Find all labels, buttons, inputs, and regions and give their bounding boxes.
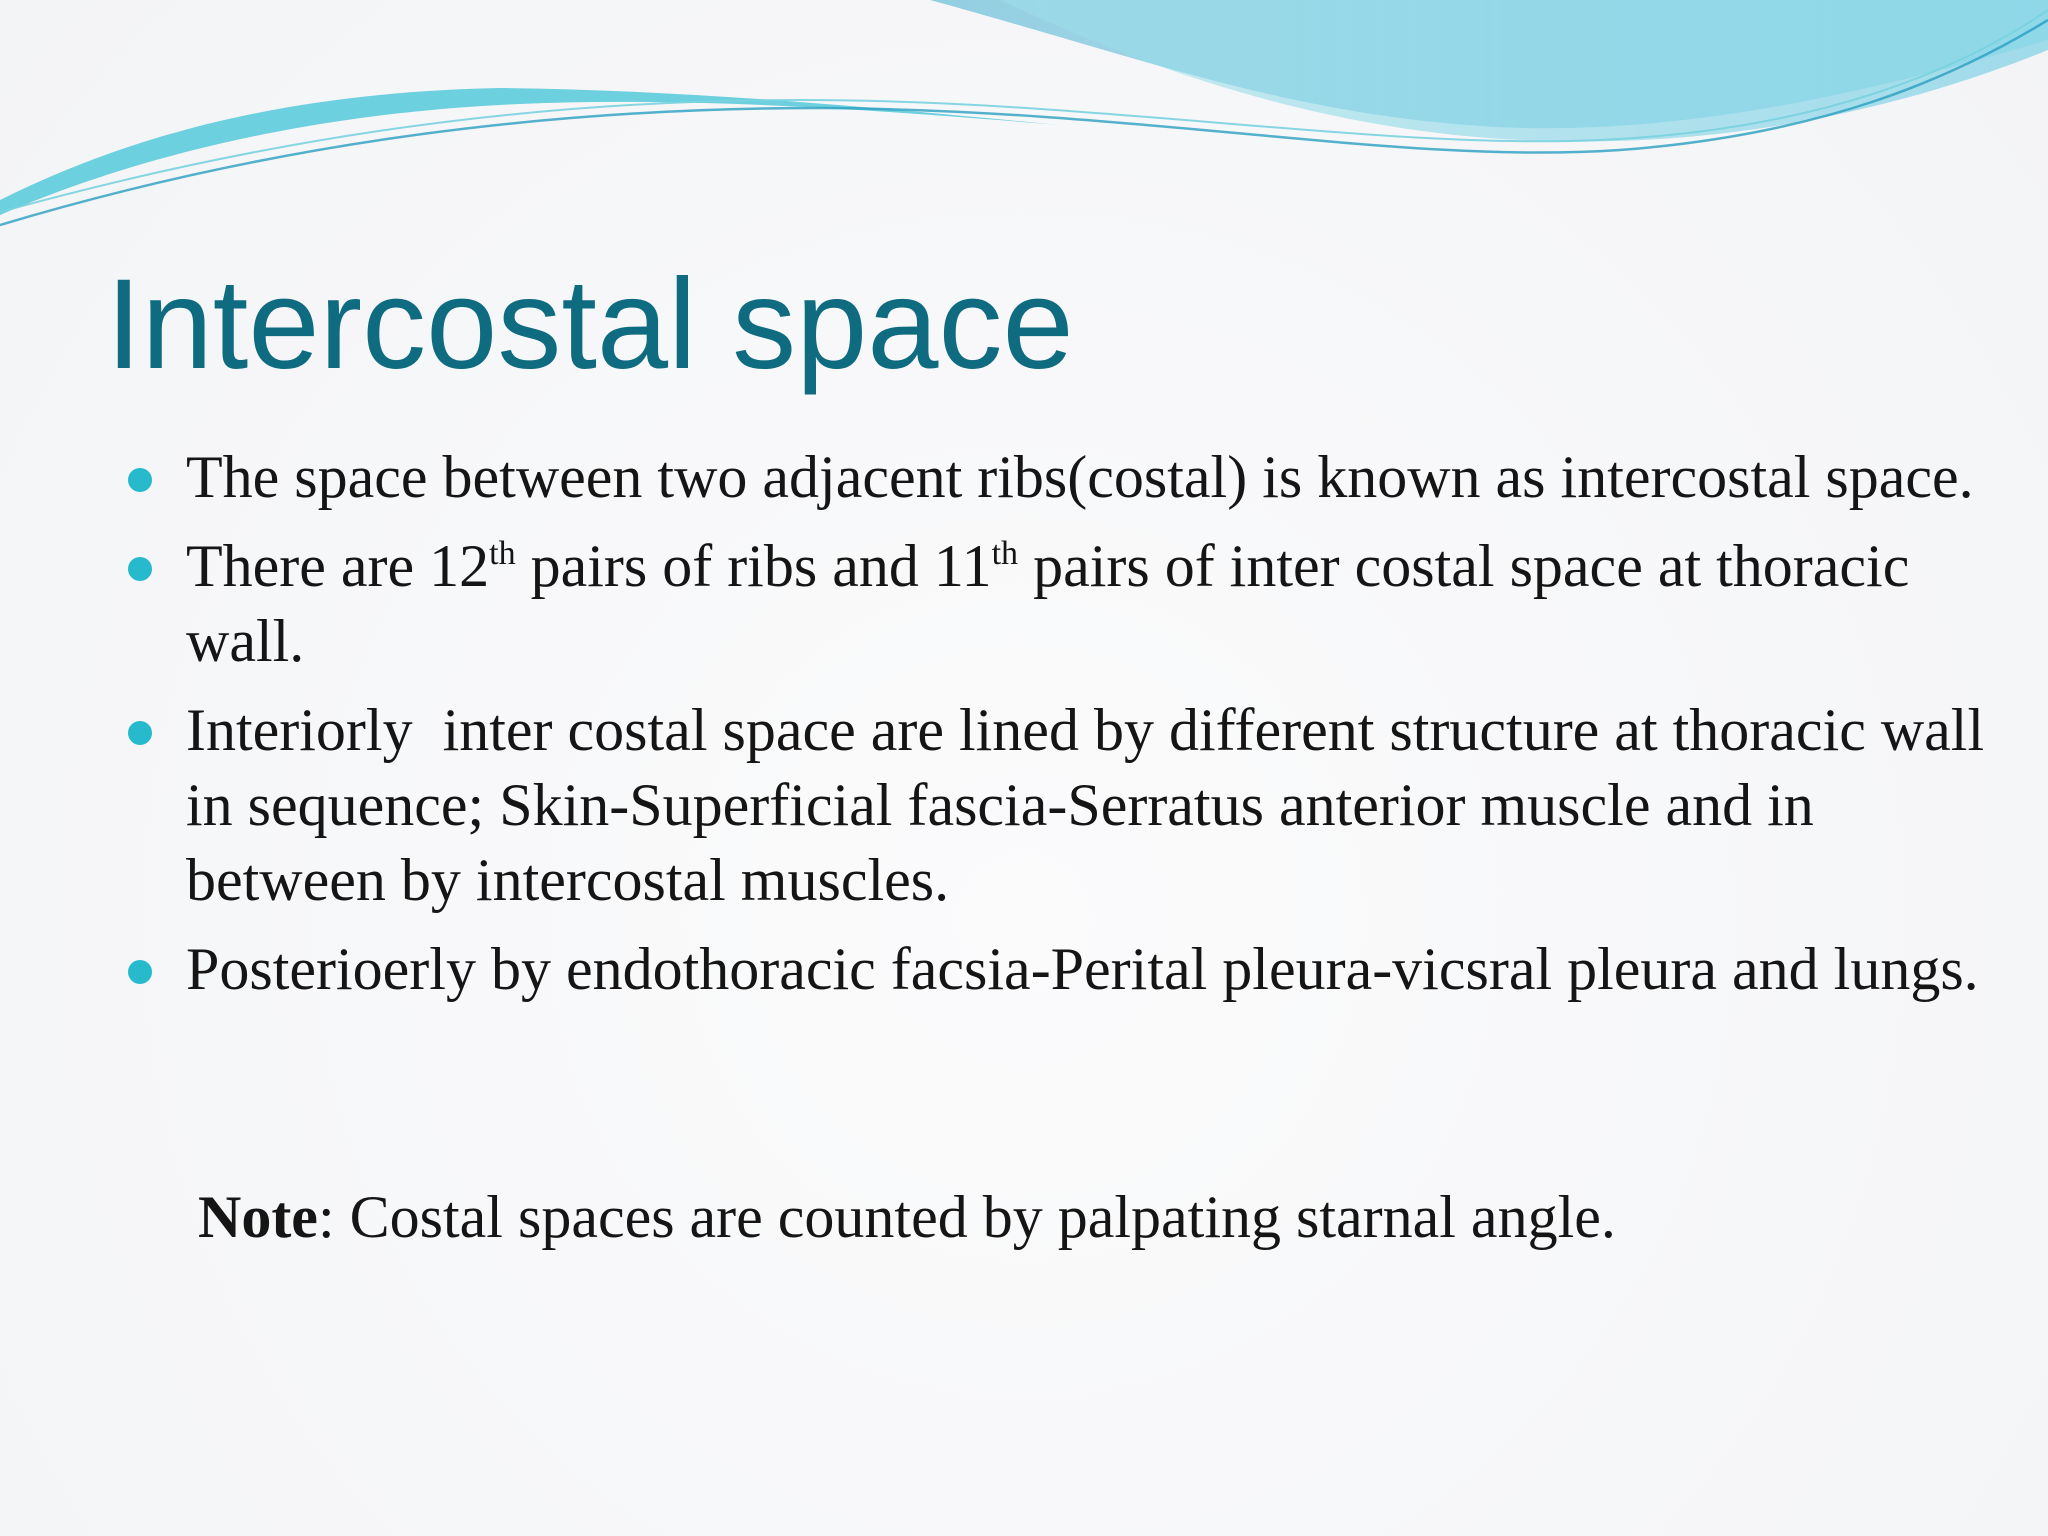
ordinal-suffix: th — [489, 535, 516, 572]
bullet-icon — [128, 468, 152, 492]
bullet-icon — [128, 721, 152, 745]
bullet-text-part-2: pairs of ribs and 11 — [515, 533, 992, 599]
bullet-item-4 — [128, 932, 1988, 1007]
bullet-text: The space between two adjacent ribs(costal) is known as intercostal space. — [186, 444, 1974, 510]
bullet-list — [128, 440, 2000, 1021]
note-text: : Costal spaces are counted by palpating starnal angle. — [317, 1184, 1616, 1250]
bullet-item-2 — [128, 529, 1988, 679]
ordinal-suffix: th — [991, 535, 1019, 572]
bullet-item-1 — [128, 440, 1988, 515]
bullet-item-3 — [128, 693, 2000, 918]
slide-title: Intercostal space — [106, 253, 1074, 396]
wave-right-shape — [1000, 0, 2048, 142]
bullet-icon — [128, 960, 152, 984]
bullet-text-part-3: pairs of inter costal space at thoracic wall. — [186, 533, 1910, 674]
bullet-icon — [128, 557, 152, 581]
bullet-text-part-1: There are 12 — [186, 533, 490, 599]
bullet-text: Interiorly inter costal space are lined by different structure at thoracic wall in sequence; Skin-Superficial fascia-Serratus anterior muscle and in between by intercostal muscles. — [186, 697, 2000, 913]
note-label: Note — [198, 1184, 318, 1250]
note — [198, 1180, 1616, 1255]
decorative-wave-banner — [0, 0, 2048, 240]
bullet-text: Posterioerly by endothoracic facsia-Perital pleura-vicsral pleura and lungs. — [186, 936, 1979, 1002]
